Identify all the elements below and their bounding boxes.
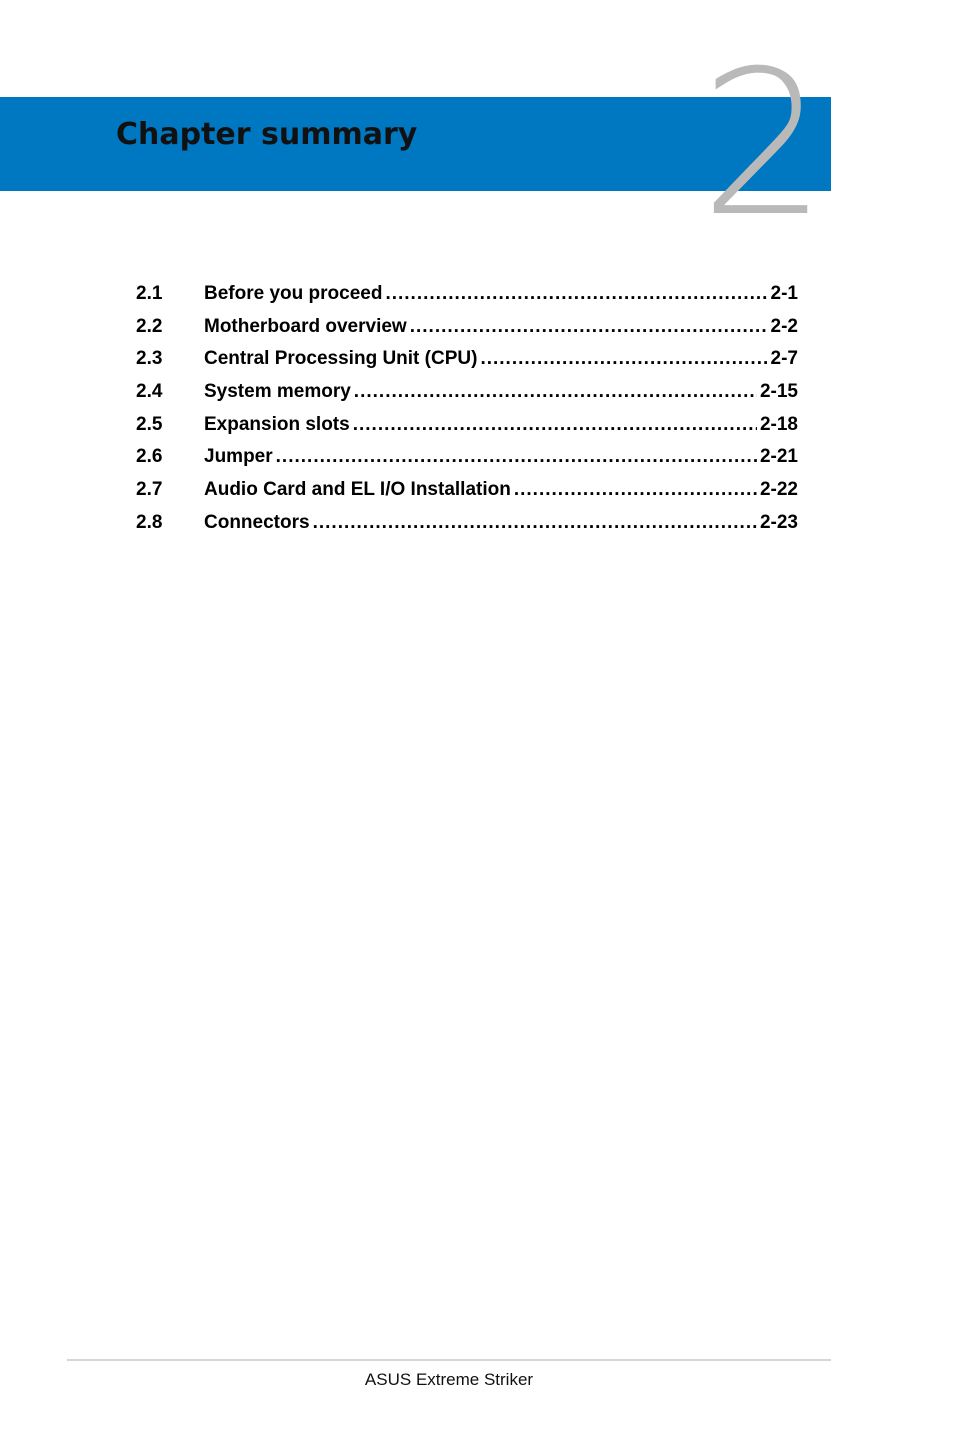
toc-entry-title[interactable]: Motherboard overview xyxy=(204,315,407,337)
toc-entry-page: 2-23 xyxy=(759,511,798,533)
toc-entry-page: 2-15 xyxy=(759,381,798,403)
toc-dot-leader xyxy=(385,280,767,307)
toc-entry-system-memory[interactable] xyxy=(136,378,798,411)
toc-dot-leader xyxy=(354,378,757,405)
table-of-contents xyxy=(136,280,798,542)
toc-entry-number: 2.5 xyxy=(136,413,163,435)
toc-entry-page: 2-7 xyxy=(770,348,798,370)
toc-entry-before-you-proceed[interactable] xyxy=(136,280,798,313)
toc-entry-motherboard-overview[interactable] xyxy=(136,313,798,346)
toc-entry-cpu[interactable] xyxy=(136,345,798,378)
toc-entry-page: 2-22 xyxy=(759,479,798,501)
toc-entry-page: 2-21 xyxy=(759,446,798,468)
toc-entry-number: 2.7 xyxy=(136,479,163,501)
toc-entry-page: 2-1 xyxy=(770,283,798,304)
toc-entry-title[interactable]: Connectors xyxy=(204,511,310,533)
toc-entry-number: 2.8 xyxy=(136,511,163,533)
toc-dot-leader xyxy=(353,411,757,438)
toc-dot-leader xyxy=(276,443,757,470)
toc-entry-title[interactable]: Central Processing Unit (CPU) xyxy=(204,348,478,370)
footer-product-name: ASUS Extreme Striker xyxy=(364,1370,534,1389)
toc-dot-leader xyxy=(313,509,757,536)
toc-entry-title[interactable]: Jumper xyxy=(204,446,273,468)
toc-entry-title[interactable]: Audio Card and EL I/O Installation xyxy=(204,479,511,501)
toc-entry-number: 2.4 xyxy=(136,381,163,403)
footer-divider xyxy=(67,1359,831,1361)
toc-entry-audio-card[interactable] xyxy=(136,476,798,509)
toc-entry-title[interactable]: System memory xyxy=(204,381,351,403)
toc-entry-number: 2.2 xyxy=(136,315,163,337)
toc-dot-leader xyxy=(514,476,757,503)
chapter-title: Chapter summary xyxy=(116,117,418,152)
toc-entry-number: 2.6 xyxy=(136,446,163,468)
toc-entry-title[interactable]: Expansion slots xyxy=(204,413,350,435)
chapter-number: 2 xyxy=(700,28,828,261)
toc-entry-number: 2.3 xyxy=(136,348,163,370)
toc-entry-title[interactable]: Before you proceed xyxy=(204,283,383,304)
toc-dot-leader xyxy=(480,345,767,372)
toc-entry-number: 2.1 xyxy=(136,283,163,304)
toc-entry-expansion-slots[interactable] xyxy=(136,411,798,444)
toc-entry-page: 2-2 xyxy=(770,315,798,337)
toc-dot-leader xyxy=(410,313,768,340)
toc-entry-connectors[interactable] xyxy=(136,509,798,542)
toc-entry-page: 2-18 xyxy=(759,413,798,435)
toc-entry-jumper[interactable] xyxy=(136,443,798,476)
